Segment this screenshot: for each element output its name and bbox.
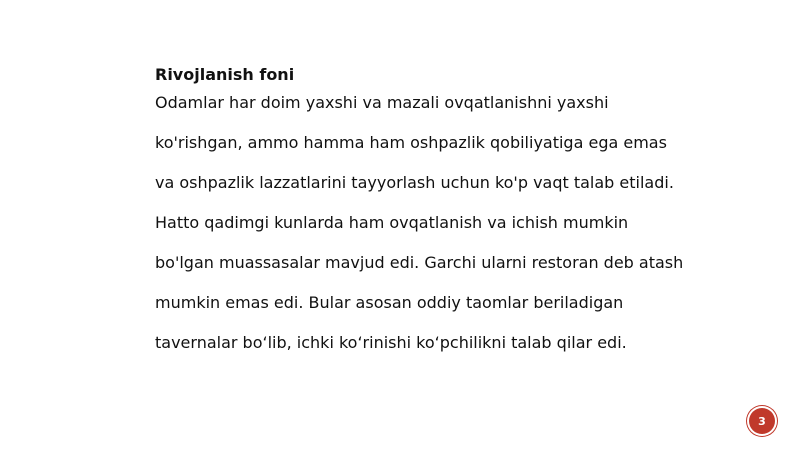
section-heading: Rivojlanish foni [155,65,295,84]
body-paragraph [155,90,755,370]
paragraph-line: Odamlar har doim yaxshi va mazali ovqatlanishni yaxshi [155,93,609,112]
paragraph-line: mumkin emas edi. Bular asosan oddiy taomlar beriladigan [155,293,624,312]
paragraph-line: Hatto qadimgi kunlarda ham ovqatlanish va ichish mumkin [155,213,629,232]
paragraph-line: va oshpazlik lazzatlarini tayyorlash uchun ko'p vaqt talab etiladi. [155,173,674,192]
paragraph-line: bo'lgan muassasalar mavjud edi. Garchi ularni restoran deb atash [155,253,684,272]
paragraph-line: tavernalar bo‘lib, ichki ko‘rinishi ko‘pchilikni talab qilar edi. [155,333,627,352]
page-number-badge: 3 [749,408,775,434]
paragraph-line: ko'rishgan, ammo hamma ham oshpazlik qobiliyatiga ega emas [155,133,667,152]
slide-content [155,62,755,370]
